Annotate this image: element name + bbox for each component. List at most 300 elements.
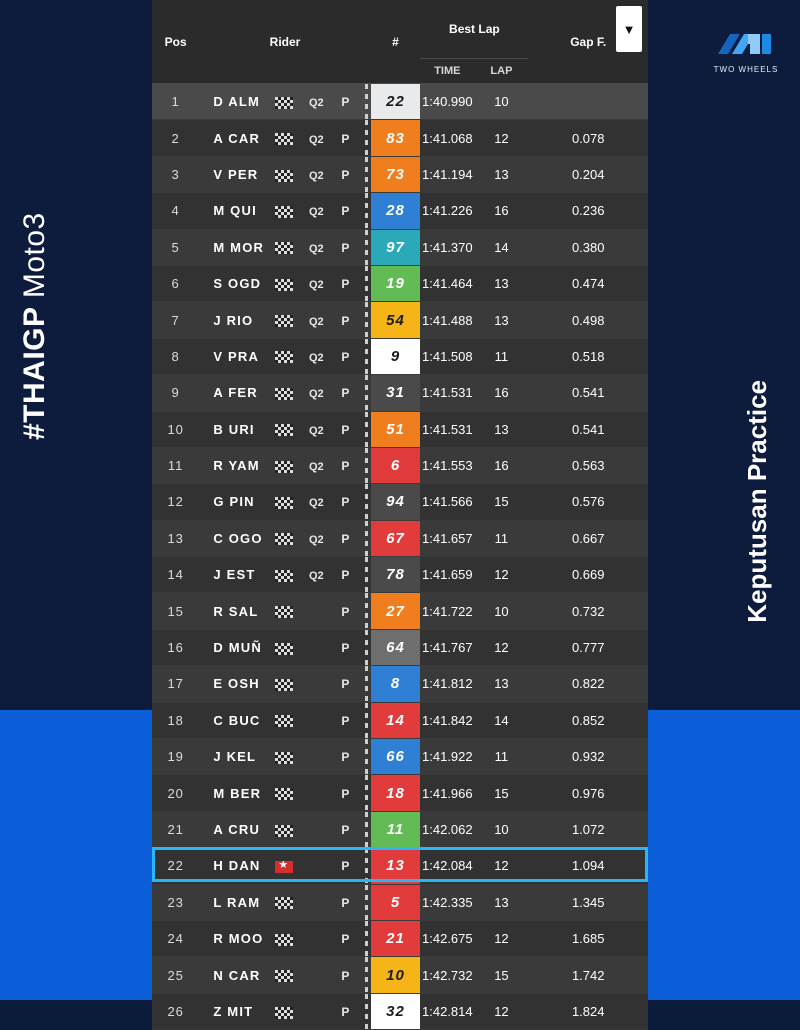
bike-number-box: 32 <box>371 994 421 1029</box>
col-header-number[interactable]: # <box>371 0 421 84</box>
row-best-lap-number: 11 <box>474 520 528 556</box>
row-rider[interactable] <box>199 957 370 993</box>
bike-number-box: 11 <box>371 812 421 847</box>
col-header-lap[interactable]: LAP <box>474 59 528 84</box>
row-position: 15 <box>152 593 199 629</box>
dashed-divider <box>365 848 368 883</box>
table-row[interactable] <box>152 375 648 411</box>
row-position: 23 <box>152 884 199 920</box>
row-best-lap-number: 13 <box>474 156 528 192</box>
rider-flag-icon <box>275 861 293 873</box>
row-best-lap-time: 1:41.966 <box>420 775 474 811</box>
row-bike-number <box>371 338 421 374</box>
row-gap: 0.078 <box>528 120 648 156</box>
dashed-divider <box>365 84 368 119</box>
rider-flag-icon <box>275 351 293 363</box>
rider-name: B URI <box>213 421 255 437</box>
row-rider[interactable] <box>199 993 370 1029</box>
q2-badge <box>303 643 329 655</box>
dashed-divider <box>365 666 368 701</box>
row-bike-number <box>371 520 421 556</box>
q2-badge: Q2 <box>309 315 324 328</box>
row-position: 18 <box>152 702 199 738</box>
dashed-divider <box>365 339 368 374</box>
rider-name: A FER <box>213 385 258 401</box>
row-best-lap-number: 12 <box>474 629 528 665</box>
table-row[interactable] <box>152 484 648 520</box>
pit-icon: P <box>341 968 349 983</box>
dashed-divider <box>365 739 368 774</box>
row-gap: 1.685 <box>528 920 648 956</box>
brand-logo <box>700 28 792 74</box>
row-position: 19 <box>152 739 199 775</box>
bike-number-box: 5 <box>371 885 421 920</box>
rider-flag-icon <box>275 170 293 182</box>
bike-number-box: 22 <box>371 84 421 119</box>
table-row[interactable] <box>152 120 648 156</box>
row-bike-number <box>371 84 421 120</box>
pit-icon: P <box>341 495 349 510</box>
row-gap: 0.236 <box>528 193 648 229</box>
row-best-lap-time: 1:42.335 <box>420 884 474 920</box>
rider-flag-icon <box>275 424 293 436</box>
bike-number-box: 66 <box>371 739 421 774</box>
row-gap: 1.824 <box>528 993 648 1029</box>
table-row[interactable] <box>152 884 648 920</box>
pit-icon: P <box>341 422 349 437</box>
q2-badge: Q2 <box>309 461 324 474</box>
bike-number-box: 97 <box>371 230 421 265</box>
dashed-divider <box>365 557 368 592</box>
bike-number-box: 83 <box>371 120 421 155</box>
q2-badge: Q2 <box>309 279 324 292</box>
row-bike-number <box>371 920 421 956</box>
row-bike-number <box>371 702 421 738</box>
row-rider[interactable] <box>199 739 370 775</box>
rider-name: J EST <box>213 567 256 583</box>
rider-name: D MUÑ <box>213 640 262 656</box>
pit-icon: P <box>341 750 349 765</box>
row-best-lap-time: 1:42.675 <box>420 920 474 956</box>
row-position: 13 <box>152 520 199 556</box>
pit-icon: P <box>341 131 349 146</box>
row-best-lap-number: 13 <box>474 265 528 301</box>
q2-badge <box>303 679 329 691</box>
row-gap: 1.345 <box>528 884 648 920</box>
row-gap: 0.563 <box>528 447 648 483</box>
row-bike-number <box>371 811 421 847</box>
row-bike-number <box>371 302 421 338</box>
row-best-lap-time: 1:42.062 <box>420 811 474 847</box>
event-left-title <box>18 212 52 440</box>
row-best-lap-number: 11 <box>474 338 528 374</box>
row-position: 3 <box>152 156 199 192</box>
row-bike-number <box>371 775 421 811</box>
rider-flag-icon <box>275 461 293 473</box>
table-row[interactable] <box>152 338 648 374</box>
row-gap: 0.576 <box>528 484 648 520</box>
row-rider[interactable] <box>199 484 370 520</box>
pit-icon: P <box>341 786 349 801</box>
row-position: 1 <box>152 84 199 120</box>
rider-name: Z MIT <box>213 1003 254 1019</box>
row-rider[interactable] <box>199 593 370 629</box>
row-rider[interactable] <box>199 120 370 156</box>
row-gap: 0.732 <box>528 593 648 629</box>
rider-name: G PIN <box>213 494 255 510</box>
table-row[interactable] <box>152 447 648 483</box>
row-gap: 0.541 <box>528 411 648 447</box>
rider-flag-icon <box>275 643 293 655</box>
q2-badge: Q2 <box>309 169 324 182</box>
row-gap: 0.204 <box>528 156 648 192</box>
rider-flag-icon <box>275 752 293 764</box>
row-best-lap-time: 1:41.657 <box>420 520 474 556</box>
row-gap: 0.541 <box>528 375 648 411</box>
table-row[interactable] <box>152 666 648 702</box>
dashed-divider <box>365 448 368 483</box>
row-gap: 1.094 <box>528 848 648 884</box>
table-row[interactable] <box>152 993 648 1029</box>
table-row[interactable] <box>152 156 648 192</box>
row-rider[interactable] <box>199 666 370 702</box>
dashed-divider <box>365 957 368 992</box>
pit-icon: P <box>341 713 349 728</box>
row-rider[interactable] <box>199 702 370 738</box>
row-best-lap-number: 10 <box>474 593 528 629</box>
row-position: 24 <box>152 920 199 956</box>
pit-icon: P <box>341 240 349 255</box>
table-row[interactable] <box>152 193 648 229</box>
row-bike-number <box>371 447 421 483</box>
table-row[interactable] <box>152 957 648 993</box>
dashed-divider <box>365 775 368 810</box>
dashed-divider <box>365 812 368 847</box>
row-best-lap-number: 10 <box>474 811 528 847</box>
row-best-lap-time: 1:41.566 <box>420 484 474 520</box>
bike-number-box: 67 <box>371 521 421 556</box>
rider-name: E OSH <box>213 676 260 692</box>
row-bike-number <box>371 265 421 301</box>
row-best-lap-number: 16 <box>474 447 528 483</box>
results-table-body <box>152 84 648 1030</box>
col-header-rider[interactable]: Rider <box>199 0 370 84</box>
row-gap <box>528 84 648 120</box>
row-best-lap-number: 12 <box>474 848 528 884</box>
table-row[interactable] <box>152 920 648 956</box>
row-position: 10 <box>152 411 199 447</box>
row-position: 17 <box>152 666 199 702</box>
row-gap: 0.777 <box>528 629 648 665</box>
row-position: 4 <box>152 193 199 229</box>
bike-number-box: 9 <box>371 339 421 374</box>
row-rider[interactable] <box>199 193 370 229</box>
row-position: 5 <box>152 229 199 265</box>
dashed-divider <box>365 921 368 956</box>
row-best-lap-time: 1:41.226 <box>420 193 474 229</box>
col-header-gap[interactable] <box>528 0 648 84</box>
rider-flag-icon <box>275 533 293 545</box>
chevron-down-icon[interactable]: ▼ <box>616 6 642 52</box>
row-gap: 0.518 <box>528 338 648 374</box>
q2-badge <box>303 971 329 983</box>
row-best-lap-time: 1:42.084 <box>420 848 474 884</box>
rider-name: H DAN <box>213 858 261 874</box>
rider-flag-icon <box>275 315 293 327</box>
row-rider[interactable] <box>199 884 370 920</box>
table-row[interactable] <box>152 811 648 847</box>
rider-name: M MOR <box>213 239 265 255</box>
row-position: 7 <box>152 302 199 338</box>
pit-icon: P <box>341 641 349 656</box>
event-hashtag: #THAIGP <box>18 307 51 440</box>
q2-badge <box>303 789 329 801</box>
row-best-lap-number: 13 <box>474 411 528 447</box>
q2-badge: Q2 <box>309 351 324 364</box>
dashed-divider <box>365 193 368 228</box>
row-best-lap-time: 1:41.659 <box>420 557 474 593</box>
dashed-divider <box>365 230 368 265</box>
row-position: 20 <box>152 775 199 811</box>
row-position: 12 <box>152 484 199 520</box>
row-gap: 0.852 <box>528 702 648 738</box>
row-bike-number <box>371 848 421 884</box>
row-gap: 0.932 <box>528 739 648 775</box>
row-best-lap-number: 13 <box>474 884 528 920</box>
row-best-lap-time: 1:41.464 <box>420 265 474 301</box>
row-best-lap-time: 1:42.814 <box>420 993 474 1029</box>
q2-badge: Q2 <box>309 97 324 110</box>
row-best-lap-number: 15 <box>474 957 528 993</box>
row-bike-number <box>371 593 421 629</box>
rider-name: M QUI <box>213 203 257 219</box>
row-best-lap-number: 14 <box>474 702 528 738</box>
row-position: 6 <box>152 265 199 301</box>
rider-flag-icon <box>275 497 293 509</box>
row-rider[interactable] <box>199 338 370 374</box>
row-best-lap-time: 1:41.922 <box>420 739 474 775</box>
table-row[interactable] <box>152 629 648 665</box>
table-row[interactable] <box>152 229 648 265</box>
two-wheels-icon <box>714 28 778 62</box>
table-row[interactable] <box>152 265 648 301</box>
row-best-lap-time: 1:41.812 <box>420 666 474 702</box>
row-position: 11 <box>152 447 199 483</box>
dashed-divider <box>365 994 368 1029</box>
rider-flag-icon <box>275 97 293 109</box>
row-gap: 0.669 <box>528 557 648 593</box>
row-best-lap-number: 12 <box>474 120 528 156</box>
row-gap: 0.822 <box>528 666 648 702</box>
row-best-lap-number: 11 <box>474 739 528 775</box>
rider-flag-icon <box>275 206 293 218</box>
col-header-time[interactable]: TIME <box>420 59 474 84</box>
results-table <box>152 0 648 1030</box>
rider-flag-icon <box>275 715 293 727</box>
results-panel <box>152 0 648 1020</box>
row-rider[interactable] <box>199 156 370 192</box>
table-row[interactable] <box>152 739 648 775</box>
rider-name: M BER <box>213 785 262 801</box>
bike-number-box: 14 <box>371 703 421 738</box>
bike-number-box: 21 <box>371 921 421 956</box>
pit-icon: P <box>341 313 349 328</box>
dashed-divider <box>365 703 368 738</box>
q2-badge: Q2 <box>309 424 324 437</box>
rider-name: A CAR <box>213 130 261 146</box>
pit-icon: P <box>341 677 349 692</box>
bike-number-box: 54 <box>371 302 421 337</box>
row-best-lap-number: 16 <box>474 375 528 411</box>
q2-badge <box>303 825 329 837</box>
table-row[interactable] <box>152 702 648 738</box>
pit-icon: P <box>341 604 349 619</box>
row-gap: 1.072 <box>528 811 648 847</box>
row-rider[interactable] <box>199 229 370 265</box>
row-best-lap-number: 15 <box>474 484 528 520</box>
q2-badge <box>303 716 329 728</box>
row-best-lap-time: 1:41.068 <box>420 120 474 156</box>
session-title: Keputusan Practice <box>742 380 772 623</box>
q2-badge <box>303 607 329 619</box>
row-best-lap-number: 16 <box>474 193 528 229</box>
pit-icon: P <box>341 932 349 947</box>
row-position: 8 <box>152 338 199 374</box>
rider-name: J RIO <box>213 312 254 328</box>
row-gap: 0.667 <box>528 520 648 556</box>
bike-number-box: 27 <box>371 593 421 628</box>
rider-name: D ALM <box>213 94 261 110</box>
pit-icon: P <box>341 823 349 837</box>
pit-icon: P <box>341 167 349 182</box>
row-rider[interactable] <box>199 302 370 338</box>
row-best-lap-number: 13 <box>474 302 528 338</box>
row-rider[interactable] <box>199 520 370 556</box>
row-best-lap-number: 12 <box>474 993 528 1029</box>
q2-badge <box>303 752 329 764</box>
pit-icon: P <box>341 568 349 583</box>
table-row[interactable] <box>152 557 648 593</box>
rider-flag-icon <box>275 570 293 582</box>
pit-icon: P <box>341 204 349 219</box>
row-best-lap-time: 1:42.732 <box>420 957 474 993</box>
dashed-divider <box>365 885 368 920</box>
rider-name: R YAM <box>213 458 260 474</box>
results-table-header <box>152 0 648 84</box>
dashed-divider <box>365 521 368 556</box>
table-row[interactable] <box>152 775 648 811</box>
bike-number-box: 6 <box>371 448 421 483</box>
row-position: 26 <box>152 993 199 1029</box>
q2-badge <box>303 934 329 946</box>
row-bike-number <box>371 629 421 665</box>
rider-flag-icon <box>275 242 293 254</box>
pit-icon: P <box>341 95 349 110</box>
row-best-lap-number: 12 <box>474 920 528 956</box>
rider-name: J KEL <box>213 749 257 765</box>
row-best-lap-time: 1:41.722 <box>420 593 474 629</box>
table-row[interactable] <box>152 84 648 120</box>
dashed-divider <box>365 484 368 519</box>
bike-number-box: 31 <box>371 375 421 410</box>
table-row[interactable] <box>152 593 648 629</box>
row-bike-number <box>371 557 421 593</box>
row-bike-number <box>371 739 421 775</box>
row-rider[interactable] <box>199 848 370 884</box>
row-best-lap-time: 1:41.767 <box>420 629 474 665</box>
row-bike-number <box>371 993 421 1029</box>
dashed-divider <box>365 412 368 447</box>
row-rider[interactable] <box>199 84 370 120</box>
rider-name: N CAR <box>213 967 261 983</box>
col-header-pos[interactable]: Pos <box>152 0 199 84</box>
row-best-lap-time: 1:41.553 <box>420 447 474 483</box>
rider-flag-icon <box>275 934 293 946</box>
col-header-best-lap[interactable]: Best Lap <box>420 0 528 59</box>
row-rider[interactable] <box>199 811 370 847</box>
table-row[interactable] <box>152 302 648 338</box>
bike-number-box: 78 <box>371 557 421 592</box>
row-position: 2 <box>152 120 199 156</box>
q2-badge: Q2 <box>309 388 324 401</box>
row-rider[interactable] <box>199 557 370 593</box>
table-row[interactable] <box>152 520 648 556</box>
table-row[interactable] <box>152 848 648 884</box>
row-rider[interactable] <box>199 447 370 483</box>
row-gap: 1.742 <box>528 957 648 993</box>
row-rider[interactable] <box>199 265 370 301</box>
row-best-lap-time: 1:41.194 <box>420 156 474 192</box>
row-position: 21 <box>152 811 199 847</box>
rider-name: C OGO <box>213 530 263 546</box>
dashed-divider <box>365 630 368 665</box>
q2-badge: Q2 <box>309 206 324 219</box>
bike-number-box: 18 <box>371 775 421 810</box>
rider-name: C BUC <box>213 712 261 728</box>
bike-number-box: 94 <box>371 484 421 519</box>
rider-name: S OGD <box>213 276 262 292</box>
bike-number-box: 64 <box>371 630 421 665</box>
bike-number-box: 10 <box>371 957 421 992</box>
row-rider[interactable] <box>199 920 370 956</box>
col-header-gap-label: Gap F. <box>570 34 607 49</box>
rider-name: L RAM <box>213 894 261 910</box>
row-best-lap-time: 1:40.990 <box>420 84 474 120</box>
row-best-lap-time: 1:41.370 <box>420 229 474 265</box>
rider-name: R SAL <box>213 603 259 619</box>
row-rider[interactable] <box>199 411 370 447</box>
row-rider[interactable] <box>199 629 370 665</box>
dashed-divider <box>365 120 368 155</box>
q2-badge: Q2 <box>309 533 324 546</box>
row-best-lap-time: 1:41.508 <box>420 338 474 374</box>
rider-name: A CRU <box>213 822 261 837</box>
bike-number-box: 13 <box>371 848 421 883</box>
q2-badge: Q2 <box>309 570 324 583</box>
row-bike-number <box>371 193 421 229</box>
row-bike-number <box>371 666 421 702</box>
row-best-lap-time: 1:41.531 <box>420 411 474 447</box>
row-rider[interactable] <box>199 775 370 811</box>
rider-name: R MOO <box>213 931 264 947</box>
q2-badge: Q2 <box>309 242 324 255</box>
row-best-lap-number: 12 <box>474 557 528 593</box>
bike-number-box: 19 <box>371 266 421 301</box>
pit-icon: P <box>341 386 349 401</box>
table-row[interactable] <box>152 411 648 447</box>
row-rider[interactable] <box>199 375 370 411</box>
rider-flag-icon <box>275 825 293 837</box>
